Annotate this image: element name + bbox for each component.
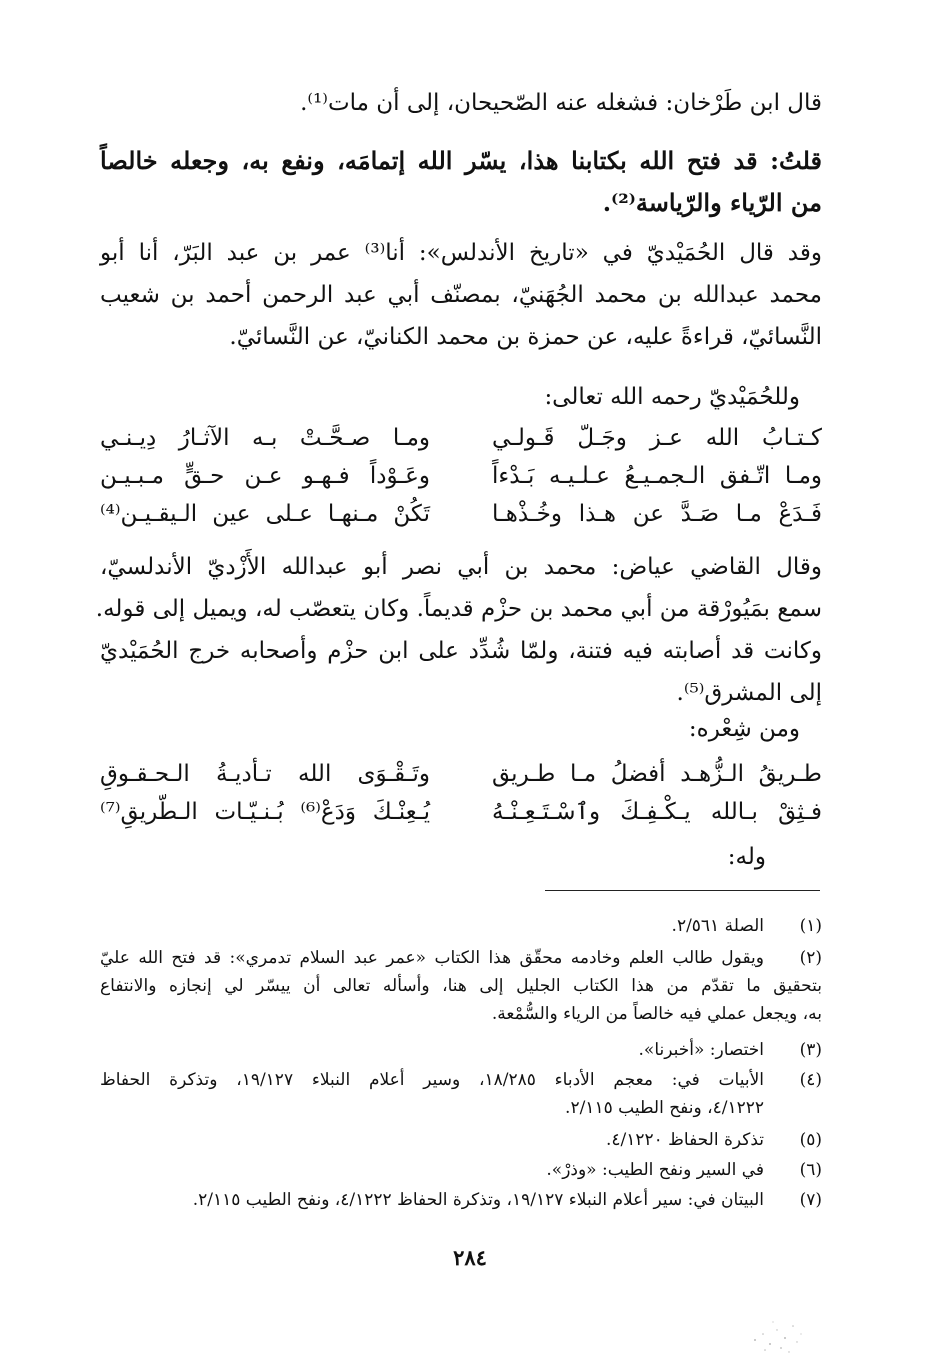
verse-second-hemistich: وتَـقْـوَى الله تـأديـةُ الـحـقـوقِ [100, 761, 430, 787]
poem-intro [100, 376, 822, 418]
footnote [100, 944, 822, 1030]
footnote [100, 1126, 822, 1154]
footnote-text: اختصار: «أخبرنا». [638, 1040, 764, 1060]
text-line: وكانت قد أصابته فيه فتنة، ولمّا شُدِّد على ابن حزْم وأصحابه خرج الحُمَيْديّ [100, 638, 822, 664]
footnote-number: (٧) [799, 1190, 822, 1210]
text-line: وقال القاضي عياض: محمد بن أبي نصر أبو عبدالله الأَزْديّ الأندلسيّ، [100, 554, 822, 580]
text-line: من الرّياء والرّياسة⁽²⁾. [602, 188, 822, 217]
poem-verse [100, 418, 822, 458]
page-number: ٢٨٤ [453, 1245, 487, 1270]
verse-second-hemistich: وعَـوْداً فـهـو عـن حـقٍّ مـبـيـن [100, 463, 430, 489]
footnote-number: (٤) [799, 1070, 822, 1090]
footnote-number: (٢) [799, 948, 822, 968]
text-line: سمع بمَيُورْقة من أبي محمد بن حزْم قديماً. وكان يتعصّب له، ويميل إلى قوله. [95, 596, 822, 622]
poem-verse [100, 456, 822, 496]
footnote-text: ٤/١٢٢٢، ونفح الطيب ٢/١١٥. [565, 1098, 764, 1118]
footnote [100, 1156, 822, 1184]
verse-second-hemistich: ومـا صـحَّـتْ بـه الآثـارُ دِيـنـي [100, 425, 430, 451]
text-line: وقد قال الحُمَيْديّ في «تاريخ الأندلس»: أنا⁽³⁾ عمر بن عبد البَرّ، أنا أبو [100, 240, 822, 266]
footnote-number: (٣) [799, 1040, 822, 1060]
text-line: إلى المشرق⁽⁵⁾. [676, 680, 822, 706]
footnote-text: ويقول طالب العلم وخادمه محقّق هذا الكتاب «عمر عبد السلام تدمري»: قد فتح الله عليّ [100, 948, 764, 968]
verse-second-hemistich: تَكُنْ مـنهـا عـلى عين الـيقـيـن⁽⁴⁾ [100, 501, 430, 527]
paragraph-ibn-tarkhan [100, 82, 822, 124]
footnote-separator [545, 890, 820, 891]
poem-verse [100, 754, 822, 794]
text-line: ومن شِعْره: [688, 716, 800, 742]
footnote-text: البيتان في: سير أعلام النبلاء ١٩/١٢٧، وتذكرة الحفاظ ٤/١٢٢٢، ونفح الطيب ٢/١١٥. [192, 1190, 764, 1210]
footnote [100, 912, 822, 940]
poem-intro [100, 836, 822, 878]
footnote [100, 1186, 822, 1214]
paragraph-humaydi-isnad [100, 232, 822, 358]
verse-first-hemistich: فَـدَعْ مـا صَـدَّ عن هـذا وخُـذْهـا [492, 501, 822, 527]
verse-first-hemistich: ومـا اتّـفق الـجمـيـعُ عـلـيـه بَـدْءاً [492, 463, 822, 489]
text-line: قال ابن طَرْخان: فشغله عنه الصّحيحان، إلى أن مات⁽¹⁾. [300, 90, 822, 116]
text-line: وللحُمَيْديّ رحمه الله تعالى: [544, 384, 800, 410]
verse-first-hemistich: فـثِقْ بـالله يـكْـفِـكَ وٱسْـتَـعِـنْـهُ [492, 799, 822, 825]
verse-second-hemistich: يُـعِنْـكَ وَدَعْ⁽⁶⁾ بُـنـيّـات الـطّريقِ⁽⁷⁾ [100, 799, 430, 825]
footnote-number: (٦) [799, 1160, 822, 1180]
verse-first-hemistich: طـريقُ الـزُّهـد أفضلُ مـا طـريق [492, 761, 822, 787]
poem-intro [100, 708, 822, 750]
footnote-text: بتحقيق ما تقدّم من هذا الكتاب الجليل إلى هنا، وأسأله تعالى أن ييسّر لي إنجازه والانتفاع [100, 976, 822, 996]
poem-verse [100, 792, 822, 832]
footnote-text: في السير ونفح الطيب: «وذرْ». [546, 1160, 764, 1180]
footnote [100, 1066, 822, 1124]
verse-first-hemistich: كـتـابُ الله عـز وجَـلّ قَـولـي [492, 425, 822, 451]
footnote-text: الأبيات في: معجم الأدباء ١٨/٢٨٥، وسير أعلام النبلاء ١٩/١٢٧، وتذكرة الحفاظ [100, 1070, 764, 1090]
footnote-text: به، ويجعل عملي فيه خالصاً من الرياء والسُّمْعة. [491, 1004, 822, 1024]
footnote-number: (١) [799, 916, 822, 936]
text-line: النَّسائيّ، قراءةً عليه، عن حمزة بن محمد الكنانيّ، عن النَّسائيّ. [229, 324, 822, 350]
text-line: قلتُ: قد فتح الله بكتابنا هذا، يسّر الله إتمامَه، ونفع به، وجعله خالصاً [100, 146, 822, 175]
footnote-text: تذكرة الحفاظ ٤/١٢٢٠. [605, 1130, 764, 1150]
poem-verse [100, 494, 822, 534]
footnote [100, 1036, 822, 1064]
footnote-number: (٥) [799, 1130, 822, 1150]
text-line: وله: [727, 844, 766, 870]
paragraph-qadi-iyad [95, 546, 822, 714]
footnote-text: الصلة ٢/٥٦١. [671, 916, 764, 936]
text-line: محمد عبدالله بن محمد الجُهَنيّ، بمصنّف أبي عبد الرحمن أحمد بن شعيب [100, 282, 822, 308]
paragraph-author-note [100, 140, 822, 224]
scan-noise-decoration [735, 1300, 825, 1360]
